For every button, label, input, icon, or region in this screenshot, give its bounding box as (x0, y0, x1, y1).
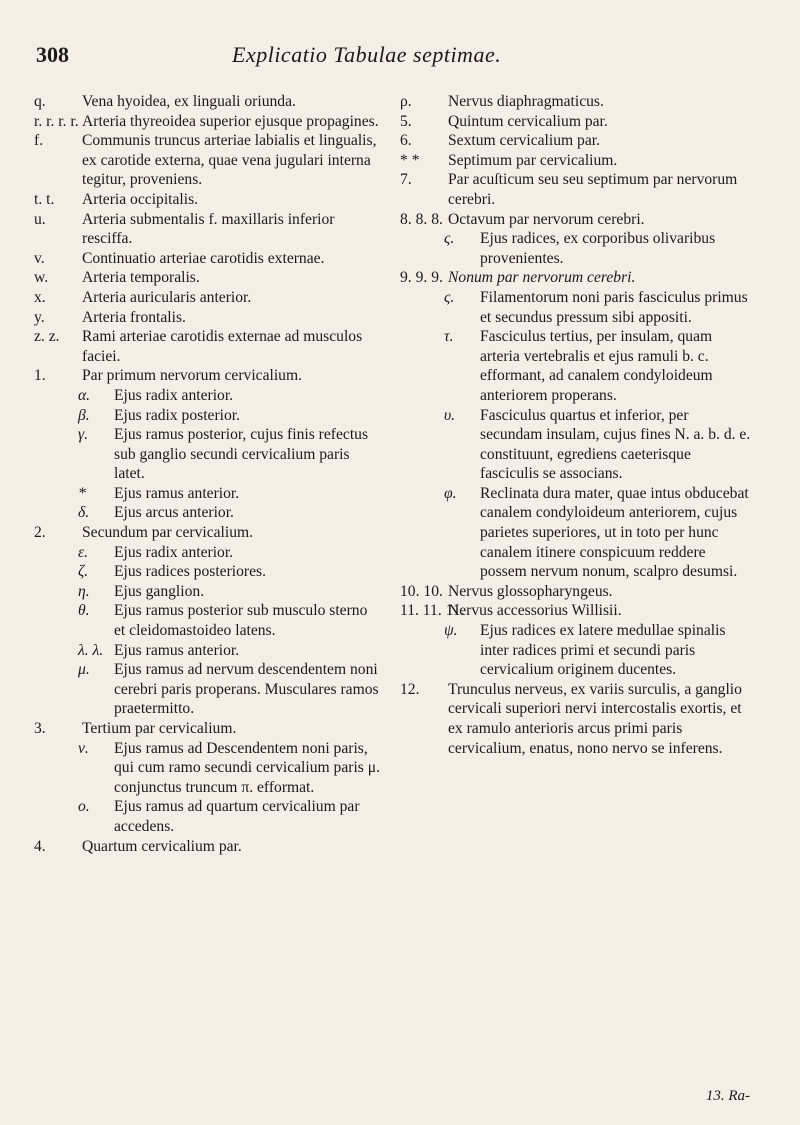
legend-entry (400, 229, 752, 268)
entry-label: φ. (444, 484, 457, 502)
entry-text: Reclinata dura mater, quae intus obducebat canalem condyloideum anteriorem, cujus parietes superiores, ut in toto per hunc canalem itinere conspicuum reddere possem nervum nonum, scalpro desumsi. (480, 484, 749, 581)
entry-label: ς. (444, 288, 455, 306)
legend-entry (400, 268, 752, 288)
entry-label: α. (78, 386, 91, 404)
catchword: 13. Ra- (705, 1088, 750, 1104)
entry-label: 7. (400, 171, 412, 189)
legend-entry (400, 131, 752, 151)
entry-label: τ. (444, 328, 454, 346)
entry-label: γ. (78, 426, 89, 444)
entry-text: Arteria submentalis f. maxillaris inferior resciffa. (82, 210, 335, 248)
legend-entry (400, 210, 752, 230)
legend-entry (34, 366, 380, 386)
entry-label: * * (400, 151, 420, 169)
entry-text: Par acuſticum seu seu septimum par nervorum cerebri. (448, 171, 738, 208)
entry-label: ε. (78, 543, 89, 561)
entry-label: 10. 10. (400, 582, 443, 600)
legend-entry (34, 425, 380, 484)
legend-entry (34, 308, 380, 328)
entry-text: Arteria thyreoidea superior ejusque propagines. (82, 112, 379, 130)
entry-text: Arteria occipitalis. (82, 190, 199, 208)
entry-text: Ejus radices posteriores. (114, 563, 266, 581)
entry-text: Ejus ramus anterior. (114, 484, 240, 502)
legend-entry (400, 601, 752, 621)
running-title: Explicatio Tabulae septimae. (232, 42, 502, 67)
entry-text: Octavum par nervorum cerebri. (448, 210, 645, 228)
legend-entry (400, 406, 752, 484)
entry-text: Ejus ramus posterior sub musculo sterno et cleidomastoideo latens. (114, 602, 368, 640)
entry-label: ρ. (400, 93, 412, 110)
legend-entry (34, 719, 380, 739)
legend-entry (34, 131, 380, 190)
legend-entry (400, 288, 752, 327)
entry-label: ν. (78, 739, 89, 757)
entry-label: f. (34, 132, 44, 150)
legend-entry (34, 641, 380, 661)
legend-entry (34, 837, 380, 857)
entry-label: ο. (78, 798, 90, 816)
legend-entry (400, 680, 752, 758)
entry-text: Nonum par nervorum cerebri. (448, 269, 636, 287)
legend-entry (34, 582, 380, 602)
entry-text: Nervus diaphragmaticus. (448, 93, 604, 110)
entry-text: Arteria frontalis. (82, 308, 186, 326)
legend-entry (34, 406, 380, 426)
legend-entry (400, 151, 752, 171)
legend-entry (34, 797, 380, 836)
entry-label: 3. (34, 720, 46, 737)
entry-label: 8. 8. 8. (400, 210, 443, 228)
legend-entry (34, 288, 380, 308)
entry-label: ζ. (78, 563, 89, 581)
entry-text: Ejus arcus anterior. (114, 504, 234, 522)
left-column (34, 92, 380, 856)
legend-entry (400, 621, 752, 680)
entry-label: λ. λ. (78, 641, 104, 659)
entry-text: Ejus radix anterior. (114, 543, 234, 561)
entry-text: Communis truncus arteriae labialis et lingualis, ex carotide externa, quae vena jugulari interna tegitur, proveniens. (82, 132, 377, 189)
entry-label: θ. (78, 602, 90, 620)
legend-entry (400, 327, 752, 405)
legend-entry (34, 249, 380, 269)
entry-label: ψ. (444, 622, 458, 640)
legend-entry (34, 484, 380, 504)
entry-text: Quintum cervicalium par. (448, 112, 608, 130)
legend-entry (400, 170, 752, 209)
entry-label: υ. (444, 406, 456, 424)
legend-entry (400, 92, 752, 112)
legend-entry (34, 268, 380, 288)
entry-text: Ejus ramus posterior, cujus finis refectus sub ganglio secundi cervicalium paris latet. (114, 426, 369, 483)
entry-label: t. t. (34, 190, 55, 208)
entry-label: ς. (444, 230, 455, 248)
entry-label: 4. (34, 837, 46, 855)
entry-text: Nervus glossopharyngeus. (448, 582, 613, 600)
legend-entry (34, 210, 380, 249)
entry-label: 6. (400, 132, 412, 150)
legend-entry (34, 92, 380, 112)
entry-text: Fasciculus quartus et inferior, per secundam insulam, cujus fines N. a. b. d. e. constituunt, egrediens caeterisque fasciculis se associans. (480, 406, 751, 483)
entry-label: v. (34, 249, 45, 267)
entry-text: Filamentorum noni paris fasciculus primus et secundus pressum sibi appositi. (480, 288, 748, 326)
entry-text: Ejus radices, ex corporibus olivaribus provenientes. (480, 230, 716, 267)
entry-text: Arteria temporalis. (82, 269, 200, 287)
entry-label: μ. (78, 661, 90, 679)
entry-text: Ejus radix anterior. (114, 386, 234, 404)
page-number: 308 (36, 42, 69, 67)
entry-text: Ejus ramus anterior. (114, 641, 240, 659)
entry-label: η. (78, 582, 90, 600)
page-header (36, 42, 752, 82)
entry-text: Ejus ramus ad quartum cervicalium par accedens. (114, 798, 360, 835)
entry-text: Ejus radix posterior. (114, 406, 241, 424)
entry-label: 11. 11. 11. (400, 602, 465, 620)
entry-text: Vena hyoidea, ex linguali oriunda. (82, 93, 296, 110)
legend-entry (400, 582, 752, 602)
entry-label: y. (34, 308, 45, 326)
legend-entry (34, 543, 380, 563)
entry-label: 5. (400, 112, 412, 130)
entry-label: z. z. (34, 328, 60, 346)
entry-label: 12. (400, 680, 420, 698)
legend-entry (34, 327, 380, 366)
entry-text: Tertium par cervicalium. (82, 720, 237, 737)
entry-text: Ejus ramus ad nervum descendentem noni cerebri paris properans. Musculares ramos praetermitto. (114, 661, 379, 718)
legend-entry (34, 562, 380, 582)
legend-entry (34, 386, 380, 406)
entry-text: Trunculus nerveus, ex variis surculis, a ganglio cervicali superiori nervi intercostalis exortis, et ex ramulo anterioris arcus primi paris cervicalium, enatus, nono nervo se inferens. (448, 680, 742, 757)
entry-text: Ejus radices ex latere medullae spinalis inter radices primi et secundi paris cervicalium originem ducentes. (480, 622, 726, 679)
entry-label: 1. (34, 367, 46, 385)
entry-label: 9. 9. 9. (400, 269, 443, 287)
entry-label: δ. (78, 504, 90, 522)
entry-text: Septimum par cervicalium. (448, 151, 618, 169)
entry-text: Continuatio arteriae carotidis externae. (82, 249, 325, 267)
legend-entry (34, 112, 380, 132)
entry-label: x. (34, 288, 46, 306)
legend-entry (34, 503, 380, 523)
entry-label: 2. (34, 524, 46, 542)
entry-text: Par primum nervorum cervicalium. (82, 367, 302, 385)
entry-label: u. (34, 210, 46, 228)
legend-entry (34, 601, 380, 640)
entry-label: * (78, 484, 86, 502)
entry-text: Secundum par cervicalium. (82, 524, 254, 542)
right-column (400, 92, 752, 758)
entry-text: Quartum cervicalium par. (82, 837, 242, 855)
entry-text: Nervus accessorius Willisii. (448, 602, 622, 620)
entry-text: Ejus ganglion. (114, 582, 205, 600)
legend-entry (34, 739, 380, 798)
entry-text: Fasciculus tertius, per insulam, quam arteria vertebralis et ejus ramuli b. c. efformant, ad canalem condyloideum anteriorem properans. (480, 328, 713, 404)
entry-label: q. (34, 93, 46, 110)
entry-label: w. (34, 269, 49, 287)
entry-text: Sextum cervicalium par. (448, 132, 600, 150)
entry-label: r. r. r. r. (34, 112, 79, 130)
legend-entry (400, 112, 752, 132)
entry-label: β. (78, 406, 90, 424)
entry-text: Rami arteriae carotidis externae ad musculos faciei. (82, 328, 363, 365)
legend-entry (34, 190, 380, 210)
legend-entry (34, 660, 380, 719)
legend-entry (400, 484, 752, 582)
entry-text: Ejus ramus ad Descendentem noni paris, qui cum ramo secundi cervicalium paris μ. conjunctus truncum π. efformat. (114, 739, 381, 796)
legend-entry (34, 523, 380, 543)
entry-text: Arteria auricularis anterior. (82, 288, 252, 306)
